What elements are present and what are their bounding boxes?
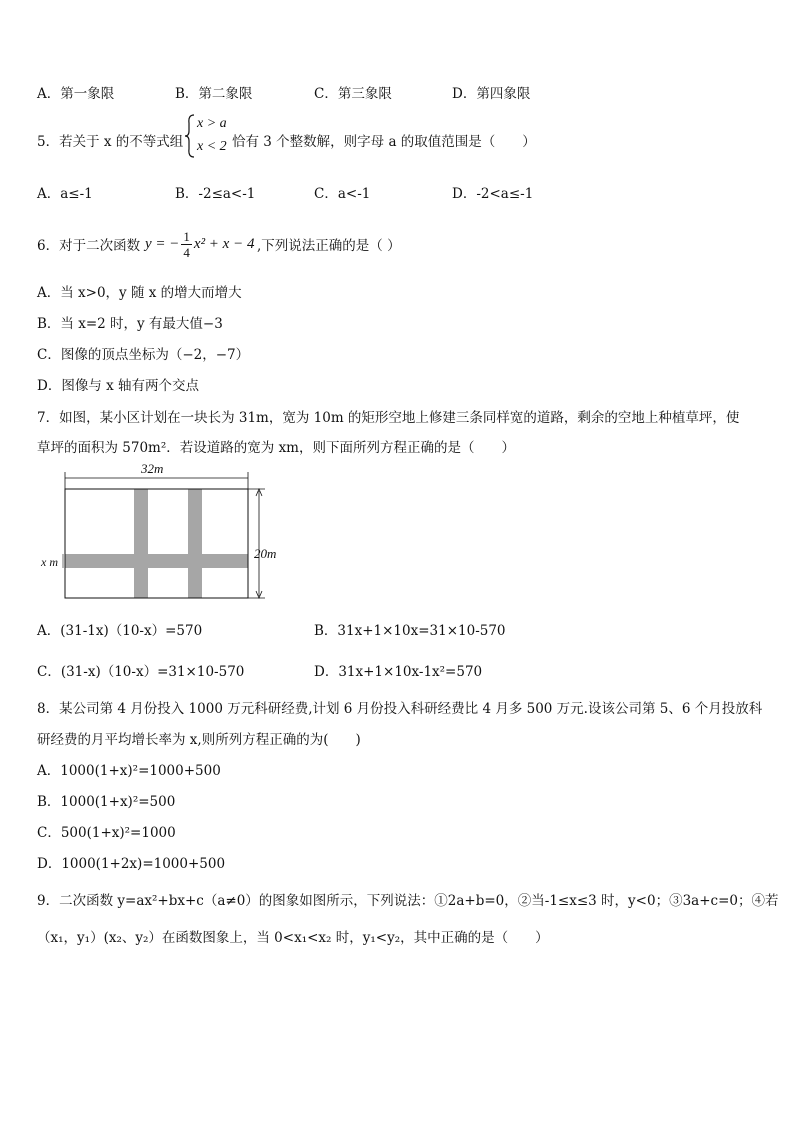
q7-option-b: B．31x+1×10x=31×10-570 [314, 623, 506, 639]
inequality-system [184, 113, 234, 159]
q9-line-1: 9．二次函数 y=ax²+bx+c（a≠0）的图象如图所示，下列说法：①2a+b=0，②当-1≤x≤3 时，y<0；③3a+c=0；④若 [37, 893, 779, 909]
horizontal-road [65, 554, 248, 568]
q8-option-d: D．1000(1+2x)=1000+500 [37, 856, 226, 872]
inequality-2: x < 2 [197, 139, 227, 154]
q6-option-d: D．图像与 x 轴有两个交点 [37, 378, 200, 394]
q8-option-b: B．1000(1+x)²=500 [37, 794, 176, 810]
q6-option-c: C．图像的顶点坐标为（−2，−7） [37, 347, 250, 363]
q5-prefix: 5．若关于 x 的不等式组 [37, 134, 184, 150]
q6-prefix: 6．对于二次函数 [37, 238, 141, 254]
q8-option-c: C．500(1+x)²=1000 [37, 825, 176, 841]
func-lhs: y = − [145, 235, 180, 252]
top-label: 32m [141, 461, 164, 476]
q5-option-b: B．-2≤a<-1 [175, 186, 256, 202]
q5-option-a: A．a≤-1 [37, 186, 93, 202]
fraction [181, 229, 192, 260]
q7-option-d: D．31x+1×10x-1x²=570 [314, 664, 483, 680]
q6-option-a: A．当 x>0，y 随 x 的增大而增大 [37, 285, 242, 301]
fraction-denominator: 4 [183, 244, 190, 260]
q6-option-b: B．当 x=2 时，y 有最大值−3 [37, 316, 223, 332]
q4-option-a: A．第一象限 [37, 86, 115, 102]
q5-option-d: D．-2<a≤-1 [452, 186, 534, 202]
q5-suffix: 恰有 3 个整数解，则字母 a 的取值范围是（ ） [232, 134, 536, 150]
q7-option-a: A．(31-1x)（10-x）=570 [37, 623, 203, 639]
func-rhs: x² + x − 4 [193, 235, 255, 252]
q8-line-1: 8．某公司第 4 月份投入 1000 万元科研经费,计划 6 月份投入科研经费比 4 月多 500 万元.设该公司第 5、6 个月投放科 [37, 701, 763, 717]
field-rectangle [65, 489, 248, 598]
inequality-1: x > a [197, 116, 227, 131]
q8-option-a: A．1000(1+x)²=1000+500 [37, 763, 221, 779]
q7-line-1: 7．如图，某小区计划在一块长为 31m，宽为 10m 的矩形空地上修建三条同样宽的道路，剩余的空地上种植草坪，使 [37, 410, 740, 426]
q4-option-b: B．第二象限 [175, 86, 253, 102]
fraction-numerator: 1 [183, 228, 190, 244]
q4-option-d: D．第四象限 [452, 86, 531, 102]
q5-option-c: C．a<-1 [314, 186, 371, 202]
q4-option-c: C．第三象限 [314, 86, 392, 102]
q7-option-c: C．(31-x)（10-x）=31×10-570 [37, 664, 245, 680]
right-label: 20m [254, 546, 277, 561]
road-figure [35, 460, 285, 605]
q7-line-2: 草坪的面积为 570m²．若设道路的宽为 xm，则下面所列方程正确的是（ ） [37, 440, 515, 456]
q9-line-2: （x₁，y₁）(x₂、y₂）在函数图象上，当 0<x₁<x₂ 时，y₁<y₂，其中正确的是（ ） [37, 930, 549, 946]
q6-suffix: ,下列说法正确的是（ ） [257, 238, 401, 254]
vertical-road-1 [134, 489, 148, 598]
quadratic-function [145, 224, 254, 264]
q8-line-2: 研经费的月平均增长率为 x,则所列方程正确的为( ) [37, 732, 361, 748]
left-brace-icon [184, 113, 196, 159]
left-label: x m [41, 555, 58, 569]
vertical-road-2 [188, 489, 202, 598]
